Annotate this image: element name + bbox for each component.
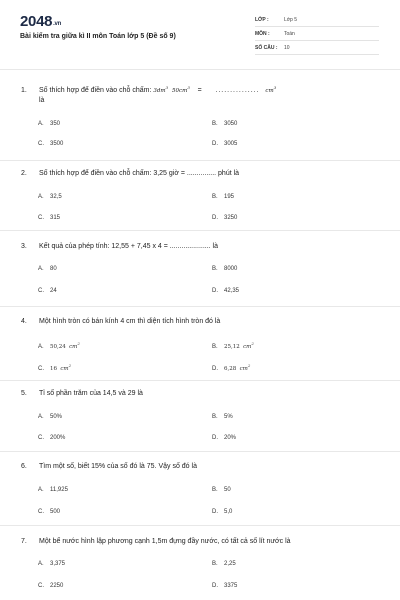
- fill-blank: ...............: [215, 87, 260, 94]
- option-c[interactable]: C. 500: [38, 509, 61, 515]
- option-a[interactable]: A. 80: [38, 266, 57, 272]
- option-b[interactable]: B. 195: [212, 194, 235, 200]
- meta-subject: [255, 29, 379, 41]
- question-4-text: 4. Một hình tròn có bán kính 4 cm thì diện tích hình tròn đó là: [21, 318, 221, 325]
- question-3-text: 3. Kết quả của phép tính: 12,55 + 7,45 x 4 = ..................... là: [21, 243, 219, 250]
- question-divider: [0, 380, 400, 381]
- question-7-text: 7. Một bể nước hình lập phương cạnh 1,5m đựng đầy nước, có tất cả số lít nước là: [21, 538, 291, 545]
- meta-count-value: 10: [284, 45, 290, 51]
- question-6-text: 6. Tìm một số, biết 15% của số đó là 75. Vậy số đó là: [21, 463, 197, 470]
- question-divider: [0, 525, 400, 526]
- meta-count-key: SỐ CÂU :: [255, 45, 278, 51]
- expr-50cm: $50cm^3$: [172, 85, 190, 94]
- option-d[interactable]: D. 3375: [212, 583, 238, 589]
- question-divider: [0, 230, 400, 231]
- worksheet-header: [0, 0, 400, 68]
- meta-class-key: LỚP :: [255, 17, 269, 23]
- meta-subject-value: Toán: [284, 31, 295, 37]
- option-b[interactable]: B. 8000: [212, 266, 238, 272]
- option-a[interactable]: A. 50,24 $cm^2$: [38, 341, 80, 350]
- option-a[interactable]: A. 50%: [38, 414, 63, 420]
- option-c[interactable]: C. 16 $cm^2$: [38, 363, 72, 372]
- question-number: 1.: [21, 87, 27, 94]
- option-b[interactable]: B. 5%: [212, 414, 233, 420]
- option-c[interactable]: C. 24: [38, 288, 57, 294]
- option-a[interactable]: A. 11,925: [38, 487, 68, 493]
- option-a[interactable]: A. 3,375: [38, 561, 66, 567]
- question-1-tail: là: [39, 97, 45, 104]
- option-d[interactable]: D. 42,35: [212, 288, 240, 294]
- question-2-text: 2. Số thích hợp để điền vào chỗ chấm: 3,25 giờ = ............... phút là: [21, 170, 240, 177]
- meta-class-value: Lớp 5: [284, 17, 298, 23]
- option-c[interactable]: C. 200%: [38, 435, 66, 441]
- expr-3dm: $3dm^3$: [153, 85, 169, 94]
- option-a[interactable]: A. 350: [38, 121, 61, 127]
- option-c[interactable]: C. 2250: [38, 583, 64, 589]
- meta-class: [255, 15, 379, 27]
- question-5-text: 5. Tỉ số phần trăm của 14,5 và 29 là: [21, 390, 143, 397]
- unit-cm3: $cm^3$: [265, 85, 277, 94]
- logo-text: 2048: [20, 13, 53, 30]
- option-d[interactable]: D. 3005: [212, 141, 238, 147]
- question-divider: [0, 451, 400, 452]
- logo-suffix: .vn: [53, 21, 61, 27]
- question-1-stem: Số thích hợp để điền vào chỗ chấm:: [39, 87, 152, 94]
- question-divider: [0, 306, 400, 307]
- option-d[interactable]: D. 5,0: [212, 509, 233, 515]
- option-b[interactable]: B. 25,12 $cm^2$: [212, 341, 254, 350]
- option-b[interactable]: B. 50: [212, 487, 231, 493]
- logo[interactable]: [20, 13, 61, 30]
- option-d[interactable]: D. 20%: [212, 435, 237, 441]
- question-divider: [0, 160, 400, 161]
- option-c[interactable]: C. 315: [38, 215, 61, 221]
- option-d[interactable]: D. 6,28 $cm^2$: [212, 363, 251, 372]
- option-b[interactable]: B. 2,25: [212, 561, 236, 567]
- option-b[interactable]: B. 3050: [212, 121, 238, 127]
- option-a[interactable]: A. 32,5: [38, 194, 62, 200]
- option-c[interactable]: C. 3500: [38, 141, 64, 147]
- page-title: Bài kiểm tra giữa kì II môn Toán lớp 5 (Đề số 9): [20, 33, 176, 40]
- meta-subject-key: MÔN :: [255, 31, 270, 37]
- question-1-text: [21, 83, 381, 106]
- header-divider: [0, 69, 400, 70]
- equals-sign: =: [197, 87, 202, 94]
- option-d[interactable]: D. 3250: [212, 215, 238, 221]
- meta-question-count: [255, 43, 379, 55]
